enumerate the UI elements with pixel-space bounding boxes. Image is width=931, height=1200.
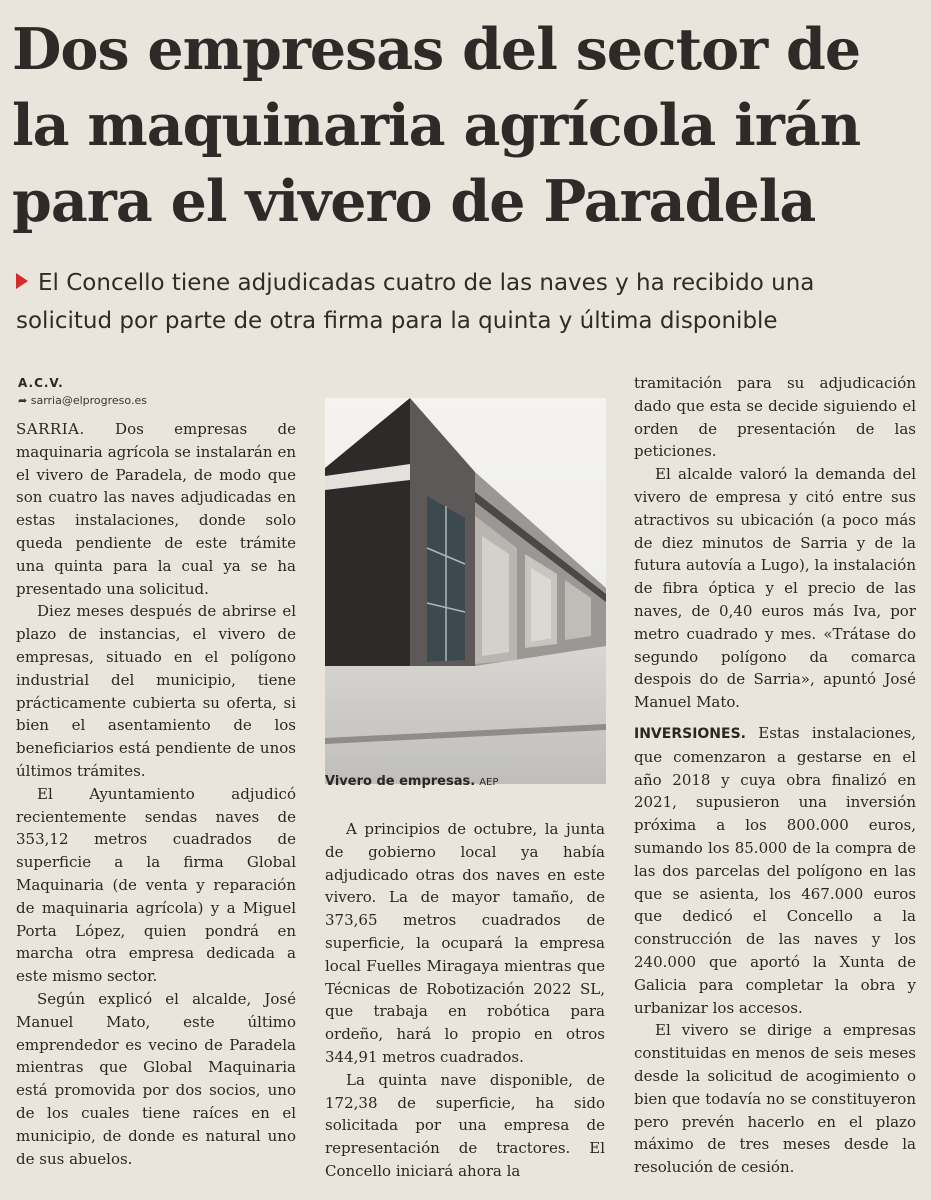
- column-2: [325, 818, 605, 1183]
- building-photo: [325, 398, 606, 784]
- paragraph-9: El vivero se dirige a empresas constituidas en menos de seis meses desde la solicitud de acogimiento o bien que todavía no se constituyeron pero prevén hacerlo en el plazo máximo de tres meses desde la resolución de cesión.: [634, 1021, 916, 1177]
- byline: [18, 376, 147, 407]
- subtitle: [16, 264, 916, 340]
- paragraph-6-continued: tramitación para su adjudicación dado que esta se decide siguiendo el orden de presentación de las peticiones.: [634, 374, 916, 461]
- paragraph-8: INVERSIONES. Estas instalaciones, que comenzaron a gestarse en el año 2018 y cuya obra finalizó en 2021, supusieron una inversión próxima a los 800.000 euros, sumando los 85.000 de la compra de las dos parcelas del polígono en las que se asienta, los 467.000 euros que dedicó el Concello a la construcción de las naves y los 240.000 que aportó la Xunta de Galicia para completar la obra y urbanizar los accesos.: [634, 724, 916, 1017]
- column-3-bottom: [634, 722, 916, 1179]
- email-arrow-icon: ➦: [18, 394, 31, 407]
- location-lead: SARRIA.: [16, 420, 85, 438]
- author: A.C.V.: [18, 376, 64, 390]
- column-3-top: [634, 372, 916, 714]
- author-email[interactable]: ➦ sarria@elprogreso.es: [18, 394, 147, 407]
- subtitle-text: El Concello tiene adjudicadas cuatro de las naves y ha recibido una solicitud por parte de otra firma para la quinta y última disponible: [16, 270, 815, 334]
- photo-caption: [325, 774, 606, 789]
- section-lead: INVERSIONES.: [634, 726, 746, 742]
- bullet-triangle-icon: [16, 273, 28, 289]
- paragraph-4: Según explicó el alcalde, José Manuel Mato, este último emprendedor es vecino de Paradela mientras que Global Maquinaria está promovida por dos socios, uno de los cuales tiene raíces en el municipio, de donde es natural uno de sus abuelos.: [16, 989, 296, 1168]
- paragraph-3: El Ayuntamiento adjudicó recientemente sendas naves de 353,12 metros cuadrados de superficie a la firma Global Maquinaria (de venta y reparación de maquinaria agrícola) y a Miguel Porta López, quien pondrá en marcha otra empresa dedicada a este mismo sector.: [16, 784, 296, 986]
- paragraph-7: El alcalde valoró la demanda del vivero de empresa y citó entre sus atractivos su ubicación (a poco más de diez minutos de Sarria y de la futura autovía a Lugo), la instalación de fibra óptica y el precio de las naves, de 0,40 euros más Iva, por metro cuadrado y mes. «Trátase do segundo polígono da comarca despois do de Sarria», apuntó José Manuel Mato.: [634, 465, 916, 712]
- photo-credit: AEP: [479, 777, 499, 788]
- paragraph-6: La quinta nave disponible, de 172,38 de superficie, ha sido solicitada por una empresa de representación de tractores. El Concello iniciará ahora la: [325, 1070, 605, 1180]
- caption-text: Vivero de empresas.: [325, 774, 476, 789]
- headline: Dos empresas del sector de la maquinaria agrícola irán para el vivero de Paradela: [12, 16, 861, 235]
- paragraph-1: SARRIA. Dos empresas de maquinaria agrícola se instalarán en el vivero de Paradela, de modo que son cuatro las naves adjudicadas en estas instalaciones, donde solo queda pendiente de este trámite una quinta para la cual ya se ha presentado una solicitud.: [16, 420, 296, 598]
- paragraph-5: A principios de octubre, la junta de gobierno local ya había adjudicado otras dos naves en este vivero. La de mayor tamaño, de 373,65 metros cuadrados de superficie, la ocupará la empresa local Fuelles Miragaya mientras que Técnicas de Robotización 2022 SL, que trabaja en robótica para ordeño, hará lo propio en otros 344,91 metros cuadrados.: [325, 820, 605, 1066]
- paragraph-2: Diez meses después de abrirse el plazo de instancias, el vivero de empresas, situado en el polígono industrial del municipio, tiene prácticamente cubierta su oferta, si bien el asentamiento de los beneficiarios está pendiente de unos últimos trámites.: [16, 602, 296, 780]
- column-1: [16, 418, 296, 1170]
